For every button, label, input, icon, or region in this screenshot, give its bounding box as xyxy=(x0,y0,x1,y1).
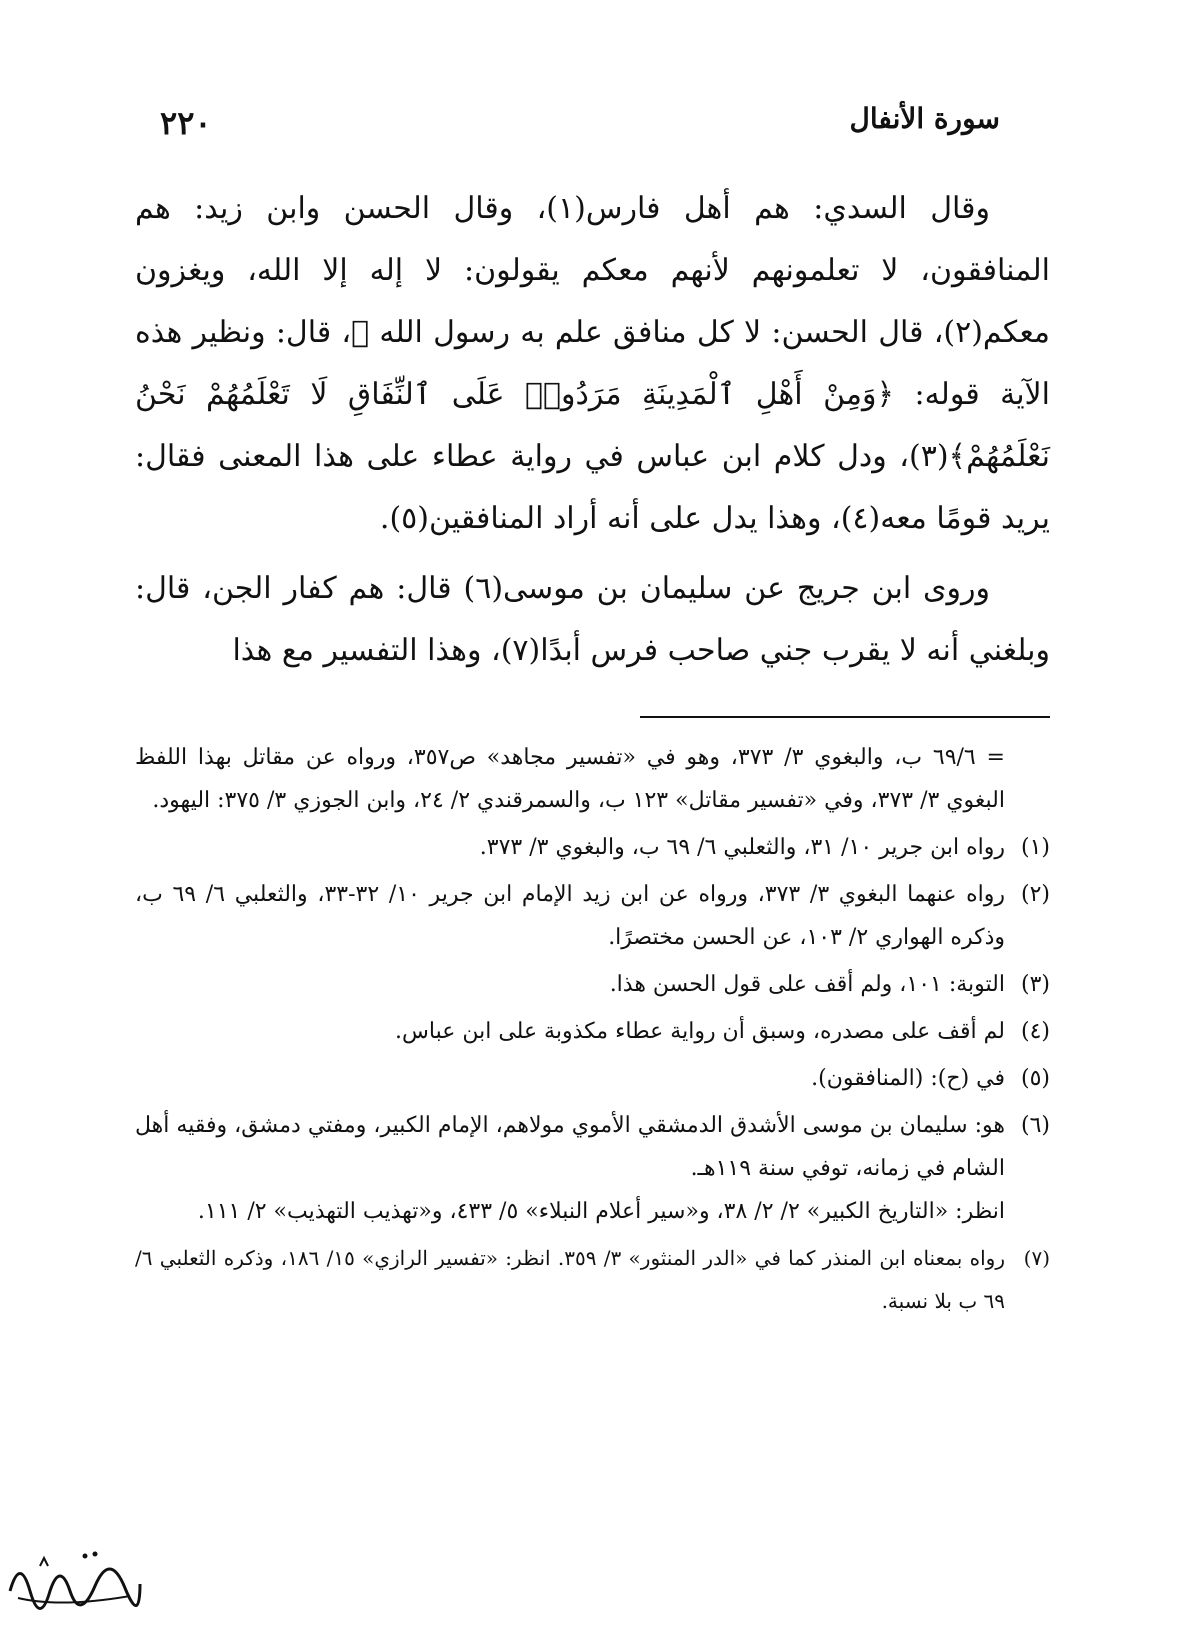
page-number: ٢٢٠ xyxy=(160,104,212,142)
paragraph-1: وقال السدي: هم أهل فارس(١)، وقال الحسن وابن زيد: هم المنافقون، لا تعلمونهم لأنهم معكم يقولون: لا إله إلا الله، ويغزون معكم(٢)، قال الحسن: لا كل منافق علم به رسول الله ﷺ، قال: ونظير هذه الآية قوله: ﴿وَمِنْ أَهْلِ ٱلْمَدِينَةِ مَرَدُوا۟ عَلَى ٱلنِّفَاقِ لَا تَعْلَمُهُمْ نَحْنُ نَعْلَمُهُمْ﴾(٣)، ودل كلام ابن عباس في رواية عطاء على هذا المعنى فقال: يريد قومًا معه(٤)، وهذا يدل على أنه أراد المنافقين(٥). xyxy=(135,191,1050,536)
footnote-text: لم أقف على مصدره، وسبق أن رواية عطاء مكذوبة على ابن عباس. xyxy=(395,1019,1005,1044)
footnote-5 xyxy=(135,1057,1050,1100)
footnote-number: (٢) xyxy=(1020,882,1050,907)
footnote-text: هو: سليمان بن موسى الأشدق الدمشقي الأموي مولاهم، الإمام الكبير، ومفتي دمشق، وفقيه أهل الشام في زمانه، توفي سنة ١١٩هـ. xyxy=(135,1113,1005,1181)
footnote-7 xyxy=(135,1237,1050,1323)
footnote-text: رواه ابن جرير ١٠/ ٣١، والثعلبي ٦/ ٦٩ ب، والبغوي ٣/ ٣٧٣. xyxy=(479,835,1005,860)
footnote-separator xyxy=(640,716,1050,718)
footnote-number: (٥) xyxy=(1020,1066,1050,1091)
footnote-text: في (ح): (المنافقون). xyxy=(811,1066,1005,1091)
footnote-6 xyxy=(135,1104,1050,1233)
footnote-number: (٧) xyxy=(1023,1246,1050,1270)
footnote-4 xyxy=(135,1010,1050,1053)
paragraph-2: وروى ابن جريج عن سليمان بن موسى(٦) قال: هم كفار الجن، قال: وبلغني أنه لا يقرب جني صاحب فرس أبدًا(٧)، وهذا التفسير مع هذا xyxy=(135,571,1050,668)
footnote-3 xyxy=(135,963,1050,1006)
footnote-number: (٣) xyxy=(1020,972,1050,997)
main-text xyxy=(135,178,1050,682)
page-header xyxy=(160,96,1000,156)
footnote-text: التوبة: ١٠١، ولم أقف على قول الحسن هذا. xyxy=(609,972,1005,997)
footnote-extra: انظر: «التاريخ الكبير» ٢/ ٢/ ٣٨، و«سير أعلام النبلاء» ٥/ ٤٣٣، و«تهذيب التهذيب» ٢/ ١١١. xyxy=(197,1199,1005,1224)
footnote-2 xyxy=(135,873,1050,959)
footnote-number: (٤) xyxy=(1020,1019,1050,1044)
footnote-text: رواه عنهما البغوي ٣/ ٣٧٣، ورواه عن ابن زيد الإمام ابن جرير ١٠/ ٣٢-٣٣، والثعلبي ٦/ ٦٩ ب، وذكره الهواري ٢/ ١٠٣، عن الحسن مختصرًا. xyxy=(135,882,1006,950)
surah-title: سورة الأنفال xyxy=(849,102,1000,135)
footnote-number: (٦) xyxy=(1020,1113,1050,1138)
publisher-logo xyxy=(0,1536,150,1616)
footnote-text: رواه بمعناه ابن المنذر كما في «الدر المنثور» ٣/ ٣٥٩. انظر: «تفسير الرازي» ١٥/ ١٨٦، وذكره الثعلبي ٦/ ٦٩ ب بلا نسبة. xyxy=(135,1246,1005,1313)
footnote-number: (١) xyxy=(1020,835,1050,860)
footnotes xyxy=(135,736,1050,1327)
footnote-1 xyxy=(135,826,1050,869)
footnote-continuation: = ٦٩/٦ ب، والبغوي ٣/ ٣٧٣، وهو في «تفسير مجاهد» ص٣٥٧، ورواه عن مقاتل بهذا اللفظ البغوي ٣/ ٣٧٣، وفي «تفسير مقاتل» ١٢٣ ب، والسمرقندي ٢/ ٢٤، وابن الجوزي ٣/ ٣٧٥: اليهود. xyxy=(135,745,1005,813)
